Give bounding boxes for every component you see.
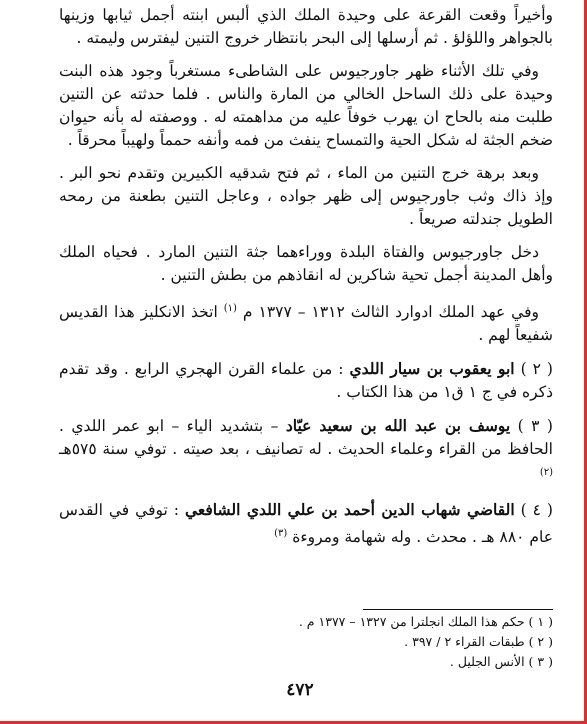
footnote-1: ( ١ ) حكم هذا الملك انجلترا من ١٣٢٧ – ١٣٧٧ م . (298, 614, 553, 629)
book-page-body (59, 4, 553, 559)
footnote-separator (363, 609, 553, 610)
paragraph-return-to-city: دخل جاورجيوس والفتاة البلدة ووراءهما جثة التنين المارد . فحياه الملك وأهل المدينة أجمل تحية شاكرين له انقاذهم من بطش التنين . (59, 243, 553, 284)
footnote-3: ( ٣ ) الأنس الجليل . (449, 654, 553, 669)
footnote-ref-3: (٣) (274, 528, 288, 540)
footnote-2: ( ٢ ) طبقات القراء ٢ / ٣٩٧ . (404, 634, 553, 649)
page-number: ٤٧٢ (286, 680, 314, 700)
paragraph-george-appears: وفي تلك الأثناء ظهر جاورجيوس على الشاطىء مستغرباً وجود هذه البنت وحيدة على ذلك الساحل الخالي من المارة والناس . فلما حدثته عن التنين طلبت منه بالحاح ان يهرب خوفاً عليه من مداهمته له . ووصفته له بأنه حيوان ضخم الجثة له شكل الحية والتمساح ينفث من فمه وأنفه حمماً ولهيباً محرقاً . (59, 62, 553, 149)
paragraph-dragon-slain: وبعد برهة خرج التنين من الماء ، ثم فتح شدقيه الكبيرين وتقدم نحو البر . وإذ ذاك وثب جاورجيوس إلى ظهر جواده ، وعاجل التنين بطعنة من رمحه الطويل جندلته صريعاً . (59, 164, 553, 228)
biography-name: يوسف بن عبد الله بن سعيد عيّاد (285, 416, 511, 436)
paragraph-edward-text-end: اتخذ الانكليز هذا القديس شفيعاً لهم . (59, 303, 553, 345)
biography-number: ( ٤ ) (520, 501, 553, 520)
biography-number: ( ٣ ) (517, 417, 553, 436)
biography-name: القاضي شهاب الدين أحمد بن علي اللدي الشافعي (185, 500, 515, 520)
footnotes (253, 612, 553, 672)
biography-entry-4 (59, 498, 553, 549)
biography-entry-2 (59, 357, 553, 404)
footnote-ref-2: (٢) (539, 467, 553, 479)
biography-name: ابو يعقوب بن سيار اللدي (349, 359, 515, 379)
footnote-ref-1: (١) (223, 303, 237, 314)
biography-entry-3 (59, 414, 553, 488)
biography-text: : من علماء القرن الهجري الرابع . وقد تقدم ذكره في ج ١ ق١ من هذا الكتاب . (59, 360, 553, 402)
paragraph-edward-patron (59, 297, 553, 347)
paragraph-dragon-lottery: وأخيراً وقعت القرعة على وحيدة الملك الذي ألبس ابنته أجمل ثيابها وزينها بالجواهر واللؤلؤ . ثم أرسلها إلى البحر بانتظار خروج التنين ليفترس وليمته . (59, 6, 553, 47)
biography-text: – بتشديد الياء – ابو عمر اللدي . الحافظ من القراء وعلماء الحديث . له تصانيف ، بعد صيته . توفي سنة ٥٧٥هـ (59, 417, 553, 459)
biography-number: ( ٢ ) (520, 360, 553, 379)
paragraph-edward-text-start: وفي عهد الملك ادوارد الثالث ١٣١٢ – ١٣٧٧ م (242, 303, 539, 322)
biography-text: : توفي في القدس عام ٨٨٠ هـ . محدث . وله شهامة ومروءة (59, 501, 553, 547)
